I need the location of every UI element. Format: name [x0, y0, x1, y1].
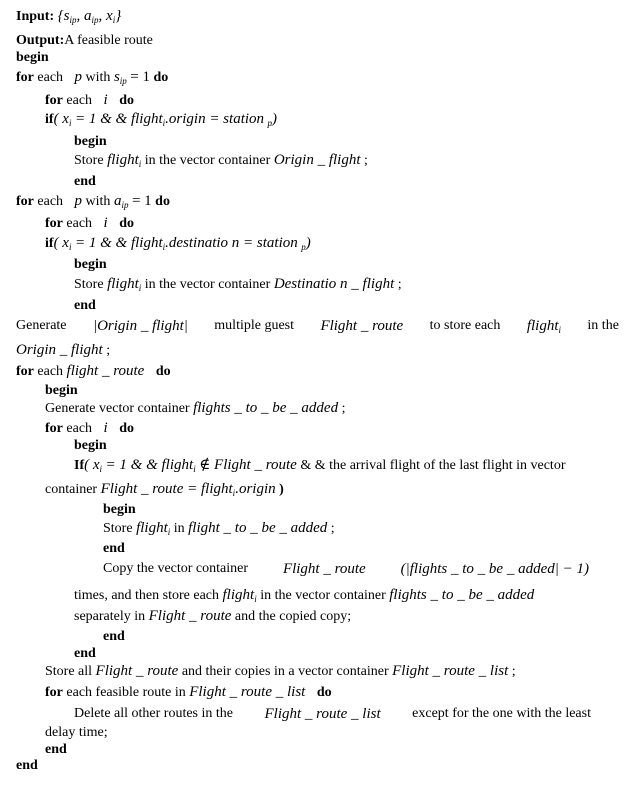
text: ;: [364, 153, 368, 168]
keyword-do: do: [119, 216, 135, 231]
keyword-begin: begin: [74, 257, 107, 272]
text: times, and then store each: [74, 588, 220, 603]
text: Store: [74, 277, 104, 292]
math: flight: [222, 587, 255, 603]
text: Generate: [16, 318, 67, 333]
text: ;: [511, 664, 516, 679]
math: p: [74, 69, 83, 85]
math: ( x: [84, 457, 100, 473]
math: Flight _ route _ list: [392, 663, 509, 679]
subscript: i: [138, 159, 142, 169]
math: ): [272, 111, 278, 127]
keyword-begin: begin: [74, 438, 107, 453]
text: ;: [106, 343, 111, 358]
math: s: [113, 69, 120, 85]
keyword-begin: begin: [103, 502, 136, 517]
text: each feasible route in: [66, 685, 186, 700]
math: ( x: [53, 235, 69, 251]
line-33: [45, 662, 516, 681]
output-line: [16, 32, 153, 50]
keyword-for: for: [45, 93, 63, 108]
subscript: ip: [121, 200, 129, 210]
keyword-do: do: [316, 685, 332, 700]
math: = 1 & & flight: [105, 457, 194, 473]
subscript: i: [162, 118, 166, 128]
math: ( x: [53, 111, 69, 127]
math: Flight _ route: [148, 608, 232, 624]
line-24: [45, 480, 284, 499]
math: = 1 & & flight: [74, 111, 163, 127]
math: Flight _ route: [95, 663, 179, 679]
keyword-end: end: [45, 742, 67, 757]
text: ): [279, 482, 284, 497]
keyword-end: end: [16, 758, 38, 773]
line-34: [45, 683, 332, 702]
text: in the vector container: [260, 588, 386, 603]
math: flight _ route: [66, 363, 145, 379]
text: each: [37, 194, 64, 209]
line-8: [74, 151, 368, 170]
subscript: i: [193, 464, 196, 474]
text: with: [85, 194, 111, 209]
text: Copy the vector container: [103, 561, 249, 576]
keyword-begin: begin: [45, 383, 78, 398]
math: Flight _ route: [320, 318, 404, 334]
text: multiple guest: [214, 318, 295, 333]
line-28: [103, 560, 589, 578]
text: and the copied copy;: [234, 609, 352, 624]
subscript: ip: [119, 76, 127, 86]
keyword-end: end: [74, 298, 96, 313]
line-29: [74, 586, 534, 605]
line-5: [45, 91, 134, 110]
text: & & the arrival flight of the last flight in vector: [300, 458, 566, 473]
line-20: [45, 399, 345, 418]
keyword-end: end: [103, 541, 125, 556]
subscript: i: [232, 488, 236, 498]
text: each: [37, 364, 64, 379]
line-16: [16, 317, 619, 336]
subscript: i: [138, 283, 142, 293]
keyword-end: end: [74, 174, 96, 189]
subscript: i: [167, 527, 171, 537]
text: in: [173, 521, 185, 536]
keyword-do: do: [153, 70, 169, 85]
keyword-do: do: [155, 364, 171, 379]
subscript: i: [68, 242, 72, 252]
subscript: ip: [69, 15, 77, 25]
line-11: [45, 214, 134, 233]
text: and their copies in a vector container: [181, 664, 389, 679]
keyword-for: for: [16, 364, 34, 379]
math: i: [103, 420, 108, 436]
math: ): [305, 235, 311, 251]
text: container: [45, 482, 98, 497]
keyword-for: for: [45, 421, 63, 436]
text: except for the one with the least: [412, 706, 591, 721]
keyword-do: do: [119, 93, 135, 108]
text: in the vector container: [144, 277, 271, 292]
keyword-end: end: [74, 646, 96, 661]
line-12: [45, 234, 311, 253]
math: a: [113, 193, 122, 209]
math: p: [74, 193, 83, 209]
keyword-end: end: [103, 629, 125, 644]
line-4: [16, 68, 168, 87]
keyword-if: If: [74, 458, 85, 473]
math: {s: [57, 8, 70, 24]
text: in the vector container: [144, 153, 271, 168]
line-14: [74, 275, 402, 294]
line-23: [74, 456, 565, 475]
line-17: [16, 341, 110, 360]
math: flight _ to _ be _ added: [188, 520, 328, 536]
subscript: i: [162, 242, 166, 252]
math: = 1 & & flight: [74, 235, 163, 251]
text: to store each: [429, 318, 501, 333]
subscript: i: [112, 15, 116, 25]
text: ;: [341, 401, 346, 416]
math: = 1: [131, 193, 152, 209]
input-line: [16, 7, 121, 26]
text: with: [85, 70, 111, 85]
math: , a: [76, 8, 92, 24]
keyword-begin: begin: [16, 50, 49, 65]
math: Origin _ flight: [16, 342, 103, 358]
line-6: [45, 110, 277, 129]
math: flight: [107, 152, 139, 168]
text: each: [37, 70, 64, 85]
text: each: [66, 93, 93, 108]
text: delay time;: [45, 725, 108, 740]
line-26: [103, 519, 335, 538]
subscript: i: [99, 464, 103, 474]
keyword-if: if: [45, 236, 54, 251]
subscript: i: [558, 325, 561, 335]
line-35: [74, 705, 591, 723]
text: Store: [103, 521, 133, 536]
math: Flight _ route _ list: [189, 684, 306, 700]
text: ;: [397, 277, 402, 292]
math: .origin: [235, 481, 276, 497]
text: each: [66, 216, 93, 231]
text: Delete all other routes in the: [74, 706, 233, 721]
math: |Origin _ flight|: [92, 318, 188, 334]
keyword-for: for: [16, 70, 34, 85]
line-18: [16, 362, 171, 381]
line-30: [74, 607, 351, 626]
math: (|flights _ to _ be _ added| − 1): [400, 561, 589, 577]
math: .destinatio n = station: [165, 235, 298, 251]
keyword-for: for: [45, 216, 63, 231]
math: i: [103, 215, 108, 231]
text: separately in: [74, 609, 146, 624]
subscript: ip: [91, 15, 99, 25]
keyword-for: for: [45, 685, 63, 700]
text: in the: [587, 318, 619, 333]
math: flight: [107, 276, 139, 292]
math: i: [103, 92, 108, 108]
math: Flight _ route _ list: [264, 706, 381, 722]
text: ;: [330, 521, 335, 536]
text: A feasible route: [64, 33, 153, 48]
math: , x: [98, 8, 113, 24]
line-21: [45, 419, 134, 438]
math: Flight _ route = flight: [100, 481, 233, 497]
line-10: [16, 192, 170, 211]
text: each: [66, 421, 93, 436]
subscript: p: [301, 242, 306, 252]
keyword-if: if: [45, 112, 54, 127]
math: Destinatio n _ flight: [273, 276, 395, 292]
output-label: Output:: [16, 33, 65, 48]
math: Origin _ flight: [273, 152, 361, 168]
keyword-do: do: [155, 194, 170, 209]
keyword-begin: begin: [74, 134, 107, 149]
text: Store: [74, 153, 104, 168]
subscript: i: [254, 594, 257, 604]
text: Generate vector container: [45, 401, 190, 416]
math: flights _ to _ be _ added: [193, 400, 339, 416]
math: flight: [136, 520, 168, 536]
subscript: p: [267, 118, 273, 128]
input-label: Input:: [16, 9, 55, 24]
keyword-do: do: [119, 421, 135, 436]
math: = 1: [130, 69, 151, 85]
text: Store all: [45, 664, 93, 679]
math: flights _ to _ be _ added: [389, 587, 535, 603]
math: }: [115, 8, 122, 24]
keyword-for: for: [16, 194, 34, 209]
math: .origin = station: [165, 111, 265, 127]
math: ∉ Flight _ route: [199, 457, 297, 473]
math: flight: [526, 318, 559, 334]
subscript: i: [68, 118, 72, 128]
math: Flight _ route: [282, 561, 366, 577]
